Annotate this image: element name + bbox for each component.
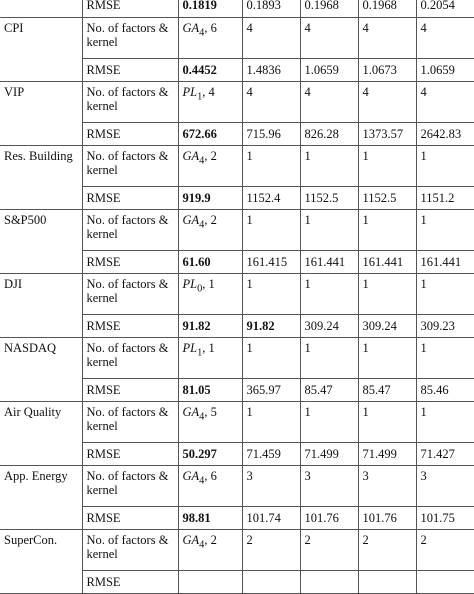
factors-label: No. of factors & kernel xyxy=(82,274,178,315)
kernel-name: GA xyxy=(182,405,200,419)
value-cell: 2 xyxy=(416,530,474,571)
kernel-subscript: 4 xyxy=(199,155,205,167)
kernel-name: GA xyxy=(182,469,200,483)
kernel-factors: , 5 xyxy=(204,405,217,419)
kernel-cell xyxy=(178,402,242,443)
value-cell: 161.441 xyxy=(300,251,358,274)
value-cell: 85.47 xyxy=(300,379,358,402)
value-cell: 4 xyxy=(242,18,300,59)
factors-label: No. of factors & kernel xyxy=(82,466,178,507)
kernel-subscript: 4 xyxy=(199,219,205,231)
factors-label: No. of factors & kernel xyxy=(82,530,178,571)
value-cell xyxy=(300,571,358,594)
value-cell: 365.97 xyxy=(242,379,300,402)
value-cell: 3 xyxy=(358,466,416,507)
value-cell: 1 xyxy=(358,338,416,379)
value-cell: 1.0659 xyxy=(416,59,474,82)
kernel-factors: , 2 xyxy=(204,213,217,227)
value-cell: 101.74 xyxy=(242,507,300,530)
table-row xyxy=(0,18,474,59)
value-cell: 1 xyxy=(242,274,300,315)
value-cell: 3 xyxy=(300,466,358,507)
kernel-subscript: 1 xyxy=(197,91,203,103)
value-cell: 1.0673 xyxy=(358,59,416,82)
value-cell: 1 xyxy=(416,402,474,443)
table-row xyxy=(0,210,474,251)
value-cell: 0.1893 xyxy=(242,0,300,18)
kernel-cell xyxy=(178,146,242,187)
factors-label: No. of factors & kernel xyxy=(82,338,178,379)
value-cell: 85.47 xyxy=(358,379,416,402)
value-cell: 0.2054 xyxy=(416,0,474,18)
value-cell: 1 xyxy=(242,210,300,251)
kernel-subscript: 0 xyxy=(197,283,203,295)
dataset-name: S&P500 xyxy=(0,210,82,274)
value-cell: 1 xyxy=(358,402,416,443)
factors-label: No. of factors & kernel xyxy=(82,146,178,187)
value-cell: 4 xyxy=(416,18,474,59)
value-cell: 1 xyxy=(300,338,358,379)
metric-label: RMSE xyxy=(82,0,178,18)
dataset-name: App. Energy xyxy=(0,466,82,530)
metric-label: RMSE xyxy=(82,59,178,82)
kernel-subscript: 4 xyxy=(199,475,205,487)
dataset-name: Air Quality xyxy=(0,402,82,466)
value-cell: 3 xyxy=(242,466,300,507)
value-cell: 1.4836 xyxy=(242,59,300,82)
value-cell xyxy=(416,571,474,594)
kernel-name: GA xyxy=(182,149,200,163)
table-row xyxy=(0,82,474,123)
kernel-cell xyxy=(178,338,242,379)
value-cell xyxy=(358,571,416,594)
value-cell: 1 xyxy=(416,338,474,379)
value-cell: 715.96 xyxy=(242,123,300,146)
metric-label: RMSE xyxy=(82,571,178,594)
value-cell: 0.1968 xyxy=(300,0,358,18)
kernel-cell xyxy=(178,466,242,507)
kernel-subscript: 4 xyxy=(199,539,205,551)
best-value: 919.9 xyxy=(178,187,242,210)
table-row xyxy=(0,274,474,315)
metric-label: RMSE xyxy=(82,379,178,402)
factors-label: No. of factors & kernel xyxy=(82,18,178,59)
value-cell: 71.499 xyxy=(300,443,358,466)
kernel-name: PL xyxy=(182,341,198,355)
kernel-cell xyxy=(178,18,242,59)
value-cell: 1151.2 xyxy=(416,187,474,210)
kernel-cell xyxy=(178,274,242,315)
value-cell: 1 xyxy=(242,338,300,379)
value-cell: 161.441 xyxy=(358,251,416,274)
best-value: 81.05 xyxy=(178,379,242,402)
kernel-factors: , 2 xyxy=(204,533,217,547)
value-cell: 1 xyxy=(416,210,474,251)
value-cell: 4 xyxy=(242,82,300,123)
dataset-name: SuperCon. xyxy=(0,530,82,594)
best-value: 50.297 xyxy=(178,443,242,466)
kernel-name: PL xyxy=(182,277,198,291)
metric-label: RMSE xyxy=(82,315,178,338)
value-cell: 2 xyxy=(300,530,358,571)
value-cell: 309.24 xyxy=(300,315,358,338)
value-cell: 4 xyxy=(416,82,474,123)
value-cell: 101.76 xyxy=(358,507,416,530)
value-cell: 4 xyxy=(300,82,358,123)
kernel-factors: , 1 xyxy=(202,277,215,291)
kernel-factors: , 4 xyxy=(202,85,215,99)
value-cell: 0.1968 xyxy=(358,0,416,18)
value-cell: 826.28 xyxy=(300,123,358,146)
dataset-name: VIP xyxy=(0,82,82,146)
kernel-name: GA xyxy=(182,533,200,547)
value-cell: 2 xyxy=(242,530,300,571)
value-cell: 309.23 xyxy=(416,315,474,338)
dataset-name: Res. Building xyxy=(0,146,82,210)
value-cell: 3 xyxy=(416,466,474,507)
table-row xyxy=(0,530,474,571)
value-cell: 1 xyxy=(416,146,474,187)
dataset-cell xyxy=(0,0,82,18)
value-cell: 4 xyxy=(358,18,416,59)
best-value: 61.60 xyxy=(178,251,242,274)
kernel-factors: , 1 xyxy=(202,341,215,355)
value-cell: 309.24 xyxy=(358,315,416,338)
value-cell: 1 xyxy=(300,274,358,315)
value-cell: 2 xyxy=(358,530,416,571)
value-cell: 1.0659 xyxy=(300,59,358,82)
best-value: 672.66 xyxy=(178,123,242,146)
dataset-name: NASDAQ xyxy=(0,338,82,402)
kernel-name: PL xyxy=(182,85,198,99)
best-value: 98.81 xyxy=(178,507,242,530)
value-cell: 1152.5 xyxy=(358,187,416,210)
factors-label: No. of factors & kernel xyxy=(82,402,178,443)
table-row xyxy=(0,402,474,443)
value-cell xyxy=(242,571,300,594)
value-cell: 1 xyxy=(242,402,300,443)
best-value: 0.4452 xyxy=(178,59,242,82)
kernel-subscript: 4 xyxy=(199,27,205,39)
value-cell: 1 xyxy=(242,146,300,187)
best-value: 0.1819 xyxy=(178,0,242,18)
metric-label: RMSE xyxy=(82,507,178,530)
value-cell: 1 xyxy=(300,402,358,443)
value-cell: 4 xyxy=(358,82,416,123)
dataset-name: CPI xyxy=(0,18,82,82)
table-row xyxy=(0,338,474,379)
kernel-factors: , 6 xyxy=(204,21,217,35)
value-cell: 2642.83 xyxy=(416,123,474,146)
value-cell: 1152.4 xyxy=(242,187,300,210)
value-cell: 1 xyxy=(416,274,474,315)
metric-label: RMSE xyxy=(82,251,178,274)
kernel-name: GA xyxy=(182,213,200,227)
dataset-name: DJI xyxy=(0,274,82,338)
table-row xyxy=(0,146,474,187)
kernel-cell xyxy=(178,210,242,251)
value-cell: 1152.5 xyxy=(300,187,358,210)
kernel-cell xyxy=(178,82,242,123)
metric-label: RMSE xyxy=(82,443,178,466)
value-cell: 71.499 xyxy=(358,443,416,466)
value-cell: 71.459 xyxy=(242,443,300,466)
value-cell: 1 xyxy=(358,210,416,251)
table-row xyxy=(0,0,474,18)
value-cell: 161.415 xyxy=(242,251,300,274)
factors-label: No. of factors & kernel xyxy=(82,210,178,251)
best-value: 91.82 xyxy=(178,315,242,338)
kernel-factors: , 2 xyxy=(204,149,217,163)
best-value xyxy=(178,571,242,594)
kernel-cell xyxy=(178,530,242,571)
value-cell: 101.76 xyxy=(300,507,358,530)
kernel-name: GA xyxy=(182,21,200,35)
value-cell: 1 xyxy=(300,146,358,187)
value-cell: 71.427 xyxy=(416,443,474,466)
value-cell: 1373.57 xyxy=(358,123,416,146)
kernel-subscript: 1 xyxy=(197,347,203,359)
value-cell: 1 xyxy=(300,210,358,251)
value-cell: 91.82 xyxy=(242,315,300,338)
factors-label: No. of factors & kernel xyxy=(82,82,178,123)
kernel-subscript: 4 xyxy=(199,411,205,423)
metric-label: RMSE xyxy=(82,187,178,210)
metric-label: RMSE xyxy=(82,123,178,146)
kernel-factors: , 6 xyxy=(204,469,217,483)
table-row xyxy=(0,466,474,507)
value-cell: 161.441 xyxy=(416,251,474,274)
value-cell: 1 xyxy=(358,274,416,315)
value-cell: 1 xyxy=(358,146,416,187)
value-cell: 85.46 xyxy=(416,379,474,402)
value-cell: 101.75 xyxy=(416,507,474,530)
value-cell: 4 xyxy=(300,18,358,59)
